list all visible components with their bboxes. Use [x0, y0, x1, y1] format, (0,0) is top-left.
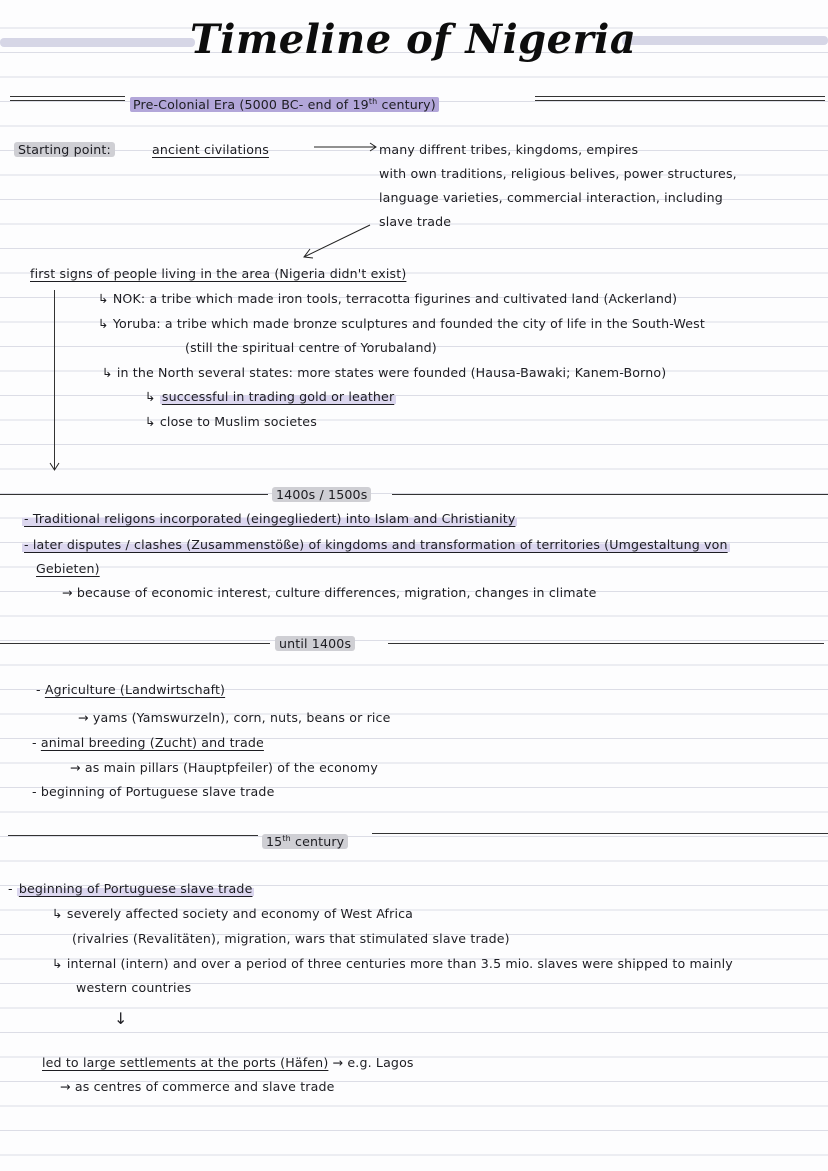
- section-heading-until: [275, 636, 355, 652]
- sub-item-muslim: ↳ close to Muslim societes: [145, 414, 317, 429]
- timeline-vertical-line: [54, 290, 55, 470]
- item-breeding: - animal breeding (Zucht) and trade: [32, 735, 264, 750]
- section-heading-1400s: [272, 487, 371, 503]
- item-settlements-end: → e.g. Lagos: [328, 1055, 414, 1070]
- precolonial-heading-sup: th: [368, 97, 378, 106]
- section-heading-until-text: until 1400s: [275, 636, 355, 651]
- item-breeding-detail: → as main pillars (Hauptpfeiler) of the economy: [70, 760, 378, 775]
- item-commerce: → as centres of commerce and slave trade: [60, 1079, 335, 1094]
- item-north: ↳ in the North several states: more states were founded (Hausa-Bawaki; Kanem-Borno): [102, 365, 667, 380]
- item-disputes-cont-text: Gebieten): [36, 561, 100, 576]
- page-title: Timeline of Nigeria: [190, 16, 637, 63]
- title-band-left: [0, 38, 195, 47]
- starting-point-value: ancient civilations: [152, 142, 269, 157]
- starting-point-label: [14, 142, 115, 158]
- precolonial-heading-text: Pre-Colonial Era (5000 BC- end of 19: [133, 97, 369, 113]
- item-disputes-cont: [36, 561, 100, 577]
- item-beginning: - beginning of Portuguese slave trade: [8, 881, 253, 896]
- item-effect2: ↳ internal (intern) and over a period of three centuries more than 3.5 mio. slaves were shipped to mainly: [52, 956, 733, 971]
- item-religions: [22, 511, 517, 527]
- section-heading-15th: [262, 831, 348, 850]
- item-beginning-text: beginning of Portuguese slave trade: [18, 881, 253, 896]
- arrow-line-4: slave trade: [379, 214, 452, 229]
- section-rule-until-right: [388, 643, 824, 644]
- century15-heading-text: 15: [266, 834, 283, 850]
- century15-heading-sup: th: [282, 834, 291, 843]
- item-effect2b: western countries: [76, 980, 192, 995]
- starting-arrow-svg: [300, 135, 390, 265]
- precolonial-heading-end: century): [377, 97, 436, 113]
- item-breeding-text: animal breeding (Zucht) and trade: [40, 735, 264, 750]
- sub-item-trading-text: successful in trading gold or leather: [161, 389, 395, 404]
- section-rule-1400-right: [392, 494, 828, 495]
- section-rule-15th-right: [372, 833, 828, 834]
- item-agri-detail: → yams (Yamswurzeln), corn, nuts, beans or rice: [78, 710, 391, 725]
- starting-point-label-text: Starting point:: [14, 142, 115, 157]
- section-heading-precolonial: [130, 94, 439, 113]
- item-settlements: [42, 1055, 414, 1071]
- sub-item-muslim-text: close to Muslim societes: [159, 414, 317, 429]
- sub-item-trading: ↳ successful in trading gold or leather: [145, 389, 395, 404]
- arrow-line-3: language varieties, commercial interaction, including: [379, 190, 723, 205]
- section-rule-until-left: [0, 643, 270, 644]
- item-disputes: [22, 537, 730, 553]
- back-arrow-line: [304, 225, 370, 257]
- section-rule-left-2: [10, 100, 125, 101]
- section-rule-1400-left: [0, 494, 268, 495]
- section-rule-15th-left: [8, 835, 258, 836]
- century15-heading-end: century: [290, 834, 345, 850]
- item-settlements-text: led to large settlements at the ports (Häfen): [42, 1055, 329, 1070]
- item-agriculture-text: Agriculture (Landwirtschaft): [44, 682, 226, 697]
- item-religions-text: - Traditional religons incorporated (eingegliedert) into Islam and Christianity: [24, 511, 516, 526]
- item-effect1: ↳ severely affected society and economy of West Africa: [52, 906, 414, 921]
- arrow-line-1: many diffrent tribes, kingdoms, empires: [379, 142, 639, 157]
- title-band-right: [622, 36, 828, 45]
- section-rule-left: [10, 96, 125, 97]
- item-disputes-text: - later disputes / clashes (Zusammenstöße) of kingdoms and transformation of territories (Umgestaltung von: [24, 537, 728, 552]
- arrow-line-2: with own traditions, religious belives, power structures,: [379, 166, 737, 181]
- section-heading-1400s-text: 1400s / 1500s: [272, 487, 371, 502]
- item-because: → because of economic interest, culture differences, migration, changes in climate: [62, 585, 597, 600]
- item-agriculture: - Agriculture (Landwirtschaft): [36, 682, 226, 697]
- section-rule-right-2: [535, 100, 825, 101]
- item-nok: ↳ NOK: a tribe which made iron tools, terracotta figurines and cultivated land (Ackerland): [98, 291, 678, 306]
- timeline-arrow-head: [49, 462, 60, 472]
- item-yoruba: ↳ Yoruba: a tribe which made bronze sculptures and founded the city of life in the South-West: [98, 316, 705, 331]
- section-rule-right: [535, 96, 825, 97]
- item-slave-text: beginning of Portuguese slave trade: [40, 784, 275, 799]
- first-signs: first signs of people living in the area (Nigeria didn't exist): [30, 266, 407, 281]
- item-effect1b: (rivalries (Revalitäten), migration, wars that stimulated slave trade): [72, 931, 510, 946]
- item-slave: - beginning of Portuguese slave trade: [32, 784, 275, 799]
- down-arrow: ↓: [114, 1009, 128, 1028]
- item-yoruba-cont: (still the spiritual centre of Yorubaland): [185, 340, 437, 355]
